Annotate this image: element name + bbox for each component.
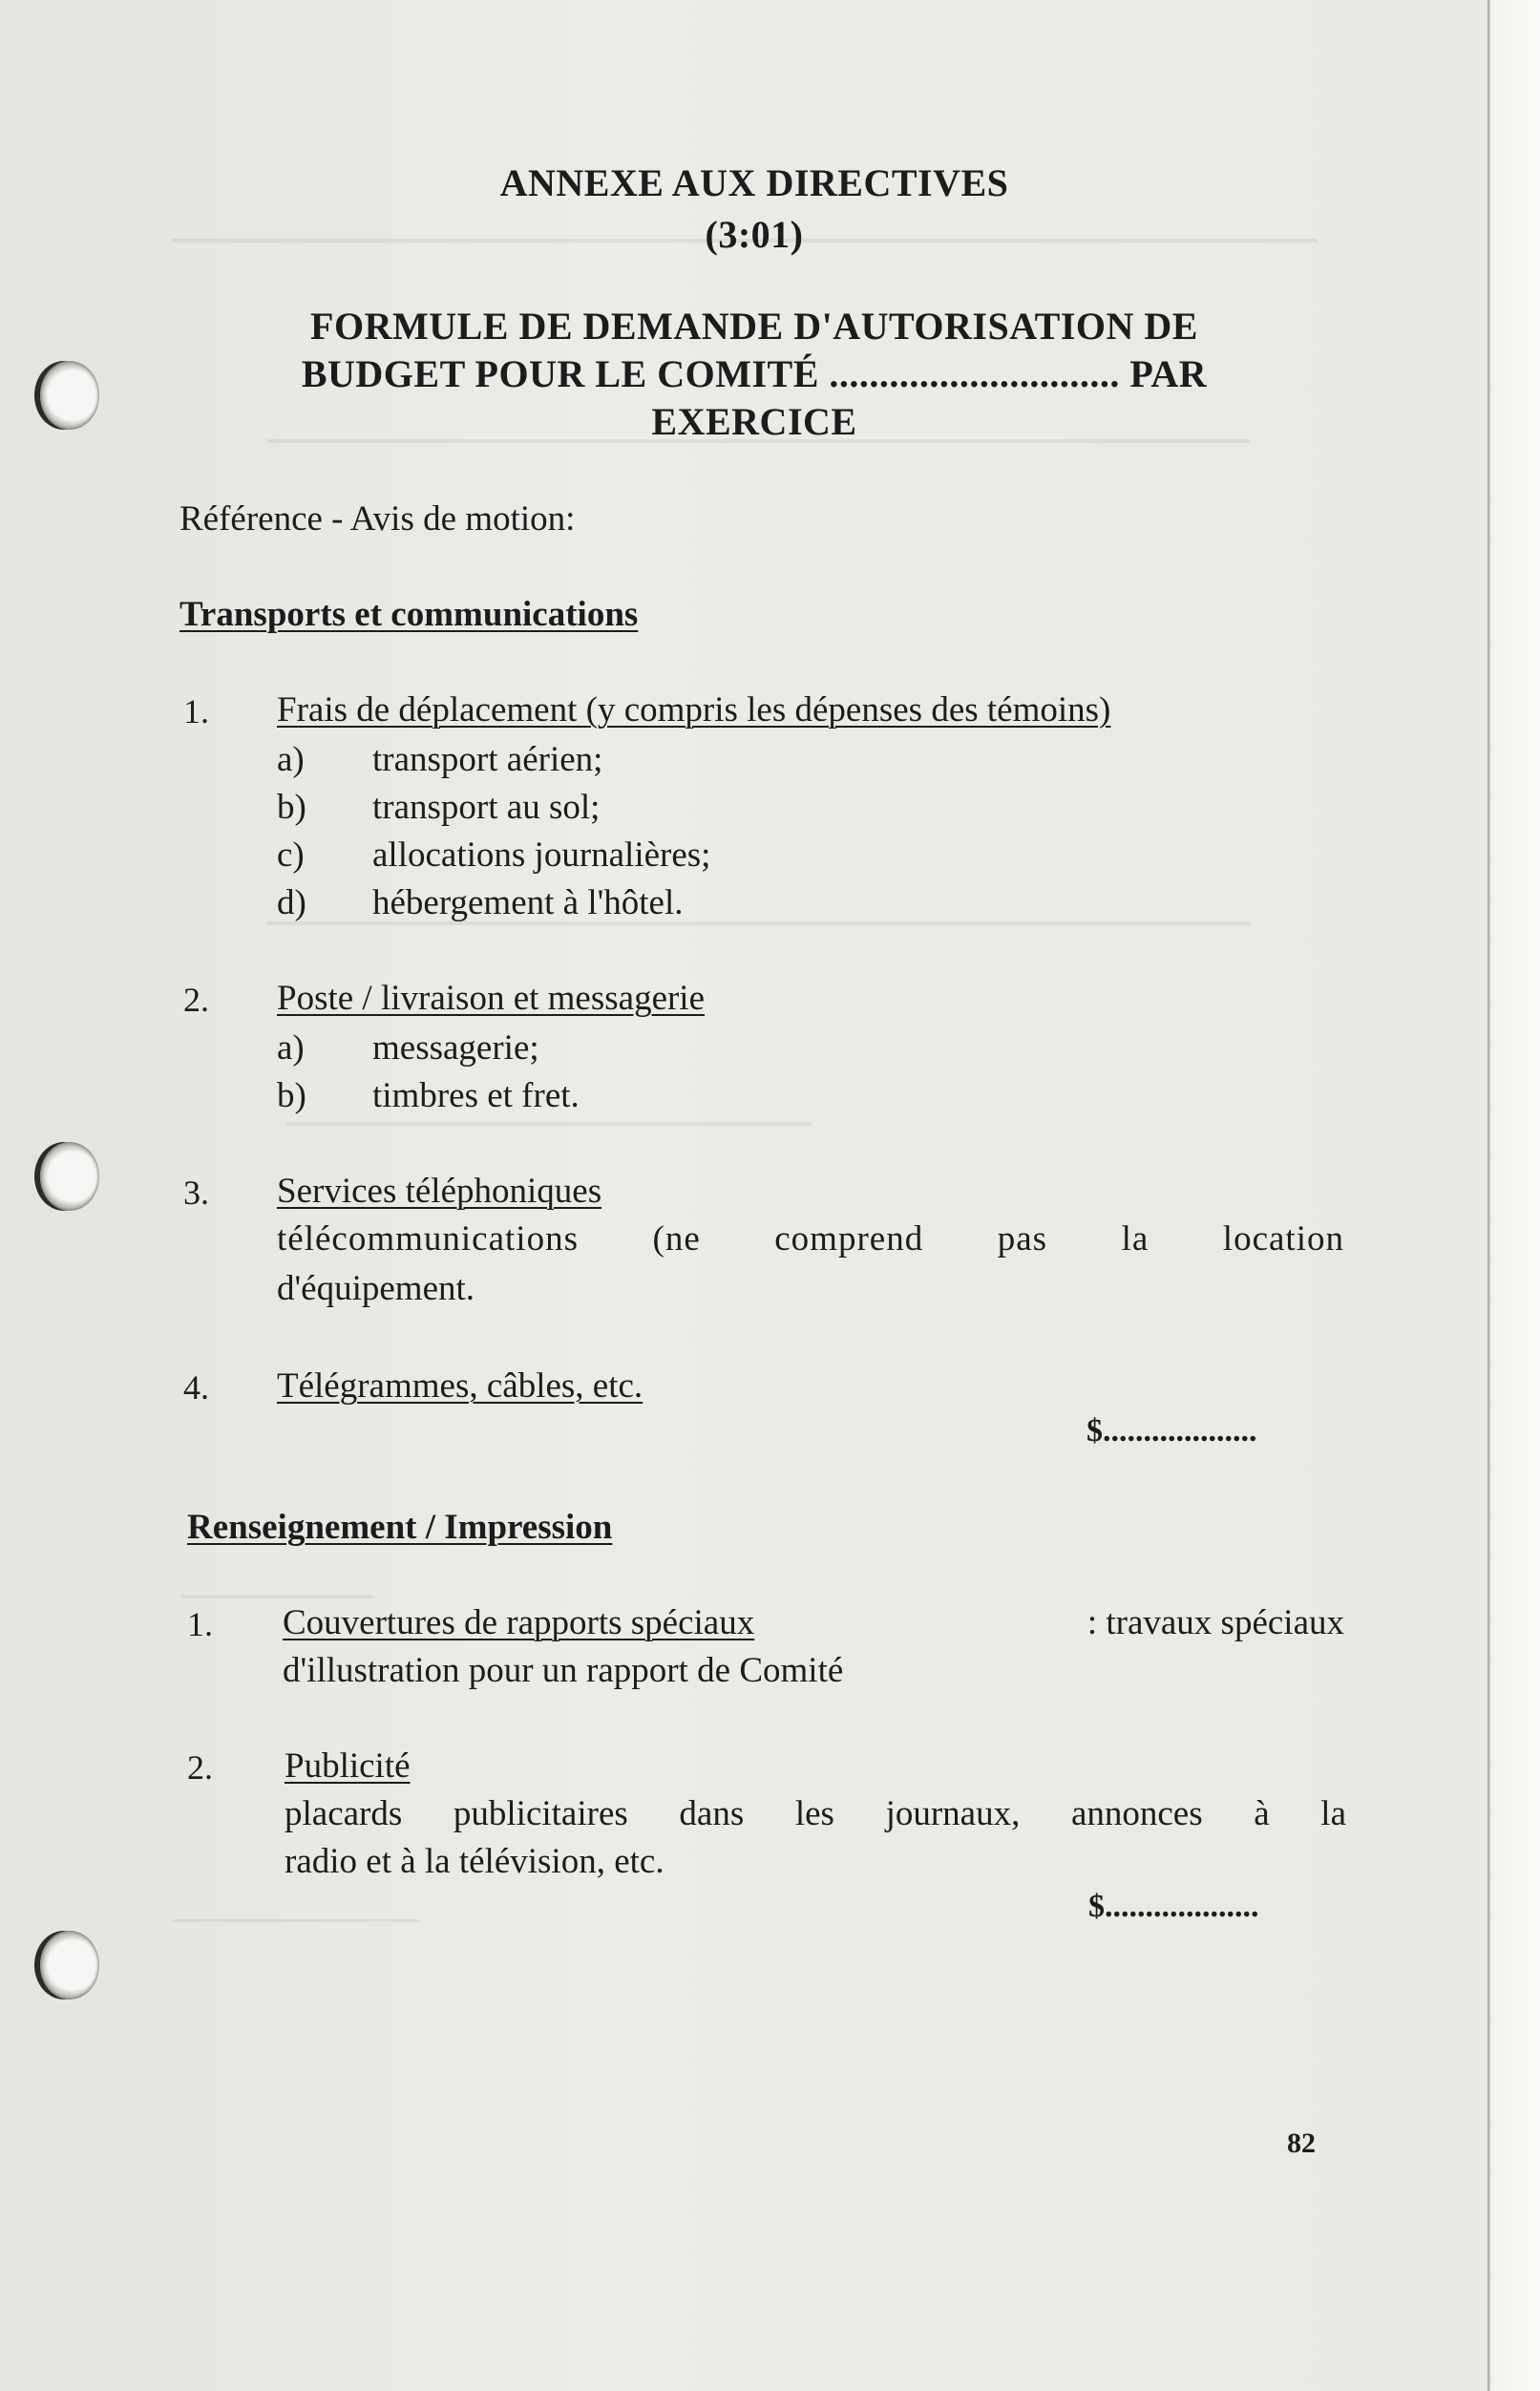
- sub-item: hébergement à l'hôtel.: [372, 883, 684, 922]
- sub-item: timbres et fret.: [372, 1076, 580, 1115]
- item-line-covers: [283, 1602, 1344, 1643]
- item-number: 3.: [183, 1174, 209, 1212]
- annex-directive-number: (3:01): [705, 213, 804, 256]
- item-number: 1.: [187, 1605, 213, 1643]
- subtotal-blank[interactable]: $...................: [1086, 1413, 1257, 1449]
- reference-line: Référence - Avis de motion:: [179, 499, 576, 539]
- item-number: 4.: [183, 1368, 209, 1407]
- annex-title: ANNEXE AUX DIRECTIVES: [499, 161, 1009, 204]
- section-title-information: Renseignement / Impression: [187, 1508, 613, 1547]
- binder-hole-middle: [40, 1142, 99, 1211]
- sub-item: messagerie;: [372, 1028, 539, 1068]
- page-number: 82: [1287, 2127, 1316, 2159]
- sub-item: transport au sol;: [372, 788, 601, 827]
- sub-letter: a): [277, 1028, 305, 1068]
- item-description-cont: d'illustration pour un rapport de Comité: [283, 1651, 844, 1690]
- item-label-telegrams: Télégrammes, câbles, etc.: [277, 1366, 643, 1406]
- sub-item: transport aérien;: [372, 740, 603, 779]
- item-description-cont: radio et à la télévision, etc.: [285, 1842, 665, 1881]
- item-label-telephone: Services téléphoniques: [277, 1172, 602, 1211]
- item-description: placards publicitaires dans les journaux, annonces à la: [285, 1794, 1346, 1833]
- form-title-line-1: FORMULE DE DEMANDE D'AUTORISATION DE: [310, 305, 1198, 348]
- binder-hole-bottom: [40, 1931, 99, 2000]
- subtotal-blank[interactable]: $...................: [1088, 1889, 1259, 1924]
- item-number: 1.: [183, 692, 209, 730]
- item-label-advertising: Publicité: [285, 1746, 411, 1786]
- sub-letter: c): [277, 836, 305, 875]
- item-label-travel: Frais de déplacement (y compris les dépenses des témoins): [277, 690, 1111, 730]
- item-label-covers: Couvertures de rapports spéciaux: [283, 1603, 755, 1642]
- item-description: : travaux spéciaux: [1086, 1603, 1344, 1642]
- item-number: 2.: [183, 981, 209, 1019]
- form-title-line-2: BUDGET POUR LE COMITÉ ............................. PAR: [301, 352, 1208, 395]
- item-description-cont: d'équipement.: [277, 1269, 475, 1308]
- sub-letter: b): [277, 1076, 306, 1115]
- sub-letter: d): [277, 883, 306, 922]
- section-title-transports: Transports et communications: [179, 595, 639, 634]
- item-description: télécommunications (ne comprend pas la location: [277, 1219, 1344, 1259]
- item-number: 2.: [187, 1748, 213, 1787]
- form-title-line-3: EXERCICE: [651, 400, 857, 443]
- sub-letter: a): [277, 740, 305, 779]
- sub-letter: b): [277, 788, 306, 827]
- item-label-postage: Poste / livraison et messagerie: [277, 979, 706, 1018]
- sub-item: allocations journalières;: [372, 836, 711, 875]
